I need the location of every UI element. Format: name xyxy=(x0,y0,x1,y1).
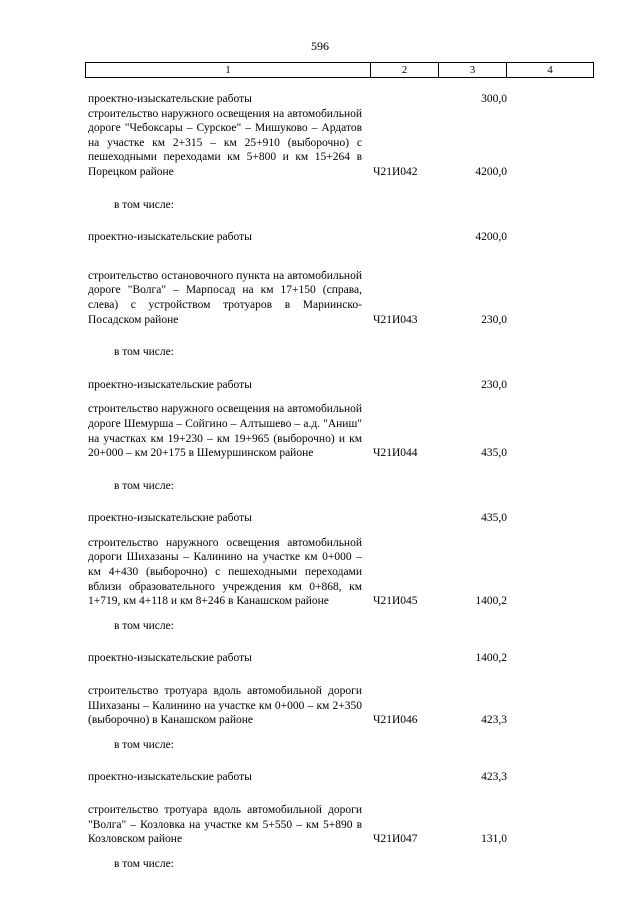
table-row xyxy=(88,107,592,180)
header-col-2: 2 xyxy=(371,63,439,77)
row-description: строительство остановочного пункта на автомобильной дороге "Волга" – Марпосад на км 17+150 (справа, слева) с устройством тротуаров в Мариинско-Посадском районе xyxy=(88,269,362,326)
table-row xyxy=(88,651,592,666)
row-code: Ч21И045 xyxy=(373,595,418,608)
row-description: проектно-изыскательские работы xyxy=(88,771,252,784)
table-row xyxy=(88,536,592,609)
row-amount: 4200,0 xyxy=(475,165,507,178)
table-row xyxy=(88,803,592,847)
row-description: строительство наружного освещения на автомобильной дороге Шемурша – Сойгино – Алтышево – а.д. "Аниш" на участках км 19+230 – км 19+965 (выборочно) и км 20+000 – км 20+175 в Шемуршинском районе xyxy=(88,403,362,460)
row-description: проектно-изыскательские работы xyxy=(88,231,252,244)
row-amount: 435,0 xyxy=(481,447,507,460)
row-code: Ч21И046 xyxy=(373,714,418,727)
table-row xyxy=(88,402,592,460)
row-code: Ч21И042 xyxy=(373,165,418,178)
row-code: Ч21И043 xyxy=(373,313,418,326)
row-description: в том числе: xyxy=(114,479,174,492)
table-row xyxy=(88,619,592,634)
row-amount: 435,0 xyxy=(481,512,507,525)
row-description: строительство наружного освещения на автомобильной дороге "Чебоксары – Сурское" – Мишуково – Ардатов на участке км 2+315 – км 25+910 (выборочно) с пешеходными переходами км 5+800 и км 15+264 в Порецком районе xyxy=(88,107,362,178)
table-row xyxy=(88,770,592,785)
table-header xyxy=(85,62,594,78)
row-amount: 423,3 xyxy=(481,771,507,784)
table-row xyxy=(88,479,592,494)
table-row xyxy=(88,378,592,393)
row-description: проектно-изыскательские работы xyxy=(88,378,252,391)
row-description: в том числе: xyxy=(114,198,174,211)
table-row xyxy=(88,511,592,526)
row-description: в том числе: xyxy=(114,738,174,751)
row-amount: 230,0 xyxy=(481,378,507,391)
row-description: в том числе: xyxy=(114,857,174,870)
row-amount: 131,0 xyxy=(481,833,507,846)
row-description: проектно-изыскательские работы xyxy=(88,512,252,525)
header-col-4: 4 xyxy=(547,64,553,76)
table-row xyxy=(88,684,592,728)
table-row xyxy=(88,269,592,327)
row-description: в том числе: xyxy=(114,619,174,632)
table-row xyxy=(88,738,592,753)
table-row xyxy=(88,92,592,107)
header-col-1: 1 xyxy=(86,63,371,77)
table-body xyxy=(88,92,592,871)
table-row xyxy=(88,857,592,872)
page-number: 596 xyxy=(311,39,329,53)
row-description: строительство тротуара вдоль автомобильной дороги Шихазаны – Калинино на участке км 0+000 – км 2+350 (выборочно) в Канашском районе xyxy=(88,685,362,727)
row-amount: 423,3 xyxy=(481,714,507,727)
row-description: проектно-изыскательские работы xyxy=(88,652,252,665)
row-amount: 230,0 xyxy=(481,313,507,326)
table-row xyxy=(88,230,592,245)
row-amount: 4200,0 xyxy=(475,231,507,244)
row-amount: 300,0 xyxy=(481,93,507,105)
table-row xyxy=(88,198,592,213)
row-amount: 1400,2 xyxy=(475,652,507,665)
row-description: в том числе: xyxy=(114,346,174,359)
row-code: Ч21И047 xyxy=(373,833,418,846)
header-col-3: 3 xyxy=(439,63,507,77)
row-code: Ч21И044 xyxy=(373,447,418,460)
row-description: строительство тротуара вдоль автомобильной дороги "Волга" – Козловка на участке км 5+550 – км 5+890 в Козловском районе xyxy=(88,804,362,846)
row-amount: 1400,2 xyxy=(475,595,507,608)
row-description: проектно-изыскательские работы xyxy=(88,93,252,105)
row-description: строительство наружного освещения автомобильной дороги Шихазаны – Калинино на участке км 0+000 – км 4+430 (выборочно) с пешеходными переходами вблизи образовательного учреждения км 0+868, км 1+719, км 4+118 и км 8+246 в Канашском районе xyxy=(88,536,362,608)
table-row xyxy=(88,345,592,360)
